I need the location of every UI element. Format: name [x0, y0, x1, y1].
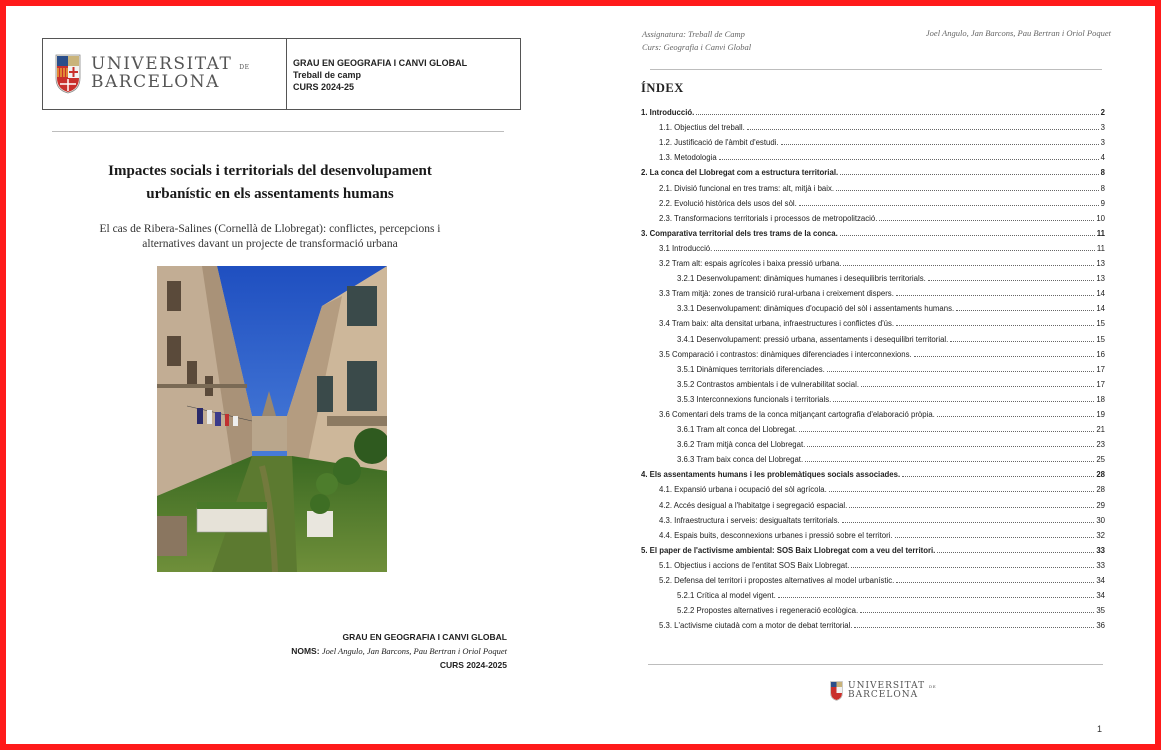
toc-entry[interactable] — [641, 132, 1105, 147]
toc-entry[interactable] — [641, 525, 1105, 540]
running-header-left — [642, 28, 751, 54]
toc-leader-dots — [829, 491, 1095, 492]
toc-leader-dots — [937, 416, 1094, 417]
toc-entry-page: 14 — [1096, 304, 1105, 314]
toc-leader-dots — [896, 325, 1094, 326]
toc-entry-page: 15 — [1096, 334, 1105, 344]
toc-leader-dots — [696, 114, 1098, 115]
course-info — [287, 39, 520, 109]
toc-entry-title: 3.4.1 Desenvolupament: pressió urbana, assentaments i desequilibri territorial. — [677, 334, 949, 344]
toc-entry[interactable] — [641, 464, 1105, 479]
cover-subtitle: El cas de Ribera-Salines (Cornellà de Llobregat): conflictes, percepcions i alternatives davant un projecte de transformació urbana — [99, 223, 441, 250]
toc-entry-title: 1.1. Objectius del treball. — [659, 123, 745, 133]
toc-entry[interactable] — [641, 162, 1105, 177]
toc-entry-page: 2 — [1100, 108, 1105, 118]
toc-entry-title: 5. El paper de l'activisme ambiental: SOS Baix Llobregat com a veu del territori. — [641, 545, 936, 555]
toc-entry[interactable] — [641, 600, 1105, 615]
running-header-authors: Joel Angulo, Jan Barcons, Pau Bertran i Oriol Poquet — [925, 28, 1111, 38]
toc-entry-title: 3.2.1 Desenvolupament: dinàmiques humanes i desequilibris territorials. — [677, 274, 926, 284]
toc-entry-title: 3.1 Introducció. — [659, 243, 713, 253]
cover-footer-year: CURS 2024-2025 — [439, 660, 507, 670]
toc-entry-page: 9 — [1100, 198, 1105, 208]
toc-entry-title: 2.2. Evolució històrica dels usos del sòl. — [659, 198, 797, 208]
toc-entry-title: 3.6 Comentari dels trams de la conca mitjançant cartografia d'elaboració pròpia. — [659, 409, 935, 419]
toc-leader-dots — [799, 431, 1094, 432]
toc-entry-title: 5.2. Defensa del territori i propostes alternatives al model urbanístic. — [659, 576, 895, 585]
toc-entry[interactable] — [641, 404, 1105, 419]
toc-entry[interactable] — [641, 570, 1105, 585]
toc-entry-page: 3 — [1100, 138, 1105, 148]
toc-entry[interactable] — [641, 238, 1105, 253]
toc-entry-title: 3.5.2 Contrastos ambientals i de vulnerabilitat social. — [677, 379, 860, 389]
toc-entry-title: 2.1. Divisió funcional en tres trams: alt, mitjà i baix. — [659, 183, 835, 193]
toc-entry-page: 35 — [1096, 606, 1105, 616]
toc-leader-dots — [860, 612, 1094, 613]
toc-entry[interactable] — [641, 208, 1105, 223]
toc-leader-dots — [827, 371, 1095, 372]
toc-entry-page: 17 — [1096, 364, 1105, 374]
toc-leader-dots — [842, 522, 1095, 523]
toc-entry[interactable] — [641, 102, 1105, 117]
toc-entry[interactable] — [641, 283, 1105, 298]
toc-leader-dots — [843, 265, 1094, 266]
page-number: 1 — [1097, 724, 1103, 734]
course-label: Curs: Geografia i Canvi Global — [642, 42, 752, 52]
toc-entry-title: 4.4. Espais buits, desconnexions urbanes i pressió sobre el territori. — [659, 530, 893, 540]
toc-entry-page: 28 — [1096, 470, 1105, 480]
toc-leader-dots — [937, 552, 1094, 553]
header-divider — [650, 69, 1102, 70]
toc-entry[interactable] — [641, 117, 1105, 132]
footer-shield-icon — [830, 681, 843, 701]
toc-entry-title: 5.2.1 Crítica al model vigent. — [677, 591, 776, 601]
toc-entry[interactable] — [641, 540, 1105, 555]
toc-entry[interactable] — [641, 510, 1105, 525]
names-label: NOMS: — [291, 646, 320, 656]
footer-divider — [648, 664, 1103, 665]
toc-entry-title: 3.6.2 Tram mitjà conca del Llobregat. — [677, 440, 806, 450]
toc-entry-page: 15 — [1096, 319, 1105, 329]
toc-entry-page: 34 — [1096, 591, 1105, 601]
toc-entry-page: 19 — [1096, 409, 1105, 419]
course-year: CURS 2024-25 — [293, 82, 355, 92]
toc-entry[interactable] — [641, 449, 1105, 464]
toc-leader-dots — [781, 144, 1099, 145]
toc-entry[interactable] — [641, 494, 1105, 509]
toc-entry[interactable] — [641, 389, 1105, 404]
toc-entry-page: 29 — [1096, 500, 1105, 510]
toc-entry-title: 3.5.1 Dinàmiques territorials diferenciades. — [677, 364, 825, 374]
footer-wordmark: UNIVERSITAT DE BARCELONA — [848, 680, 937, 700]
toc-leader-dots — [805, 461, 1094, 462]
cover-footer-names — [291, 645, 507, 657]
toc-entry-title: 1.2. Justificació de l'àmbit d'estudi. — [659, 138, 779, 148]
university-wordmark: UNIVERSITAT DE BARCELONA — [91, 54, 250, 92]
toc-entry-title: 5.3. L'activisme ciutadà com a motor de debat territorial. — [659, 621, 853, 631]
toc-leader-dots — [840, 235, 1095, 236]
toc-leader-dots — [719, 159, 1099, 160]
toc-entry[interactable] — [641, 555, 1105, 570]
toc-leader-dots — [896, 582, 1094, 583]
toc-entry-title: 3.3.1 Desenvolupament: dinàmiques d'ocupació del sòl i assentaments humans. — [677, 304, 955, 314]
toc-leader-dots — [896, 295, 1094, 296]
toc-entry[interactable] — [641, 177, 1105, 192]
toc-leader-dots — [836, 190, 1099, 191]
toc-entry-page: 11 — [1096, 243, 1105, 253]
toc-entry-page: 28 — [1096, 485, 1105, 495]
cover-divider — [52, 131, 504, 132]
toc-entry-title: 2. La conca del Llobregat com a estructura territorial. — [641, 168, 839, 178]
toc-leader-dots — [799, 205, 1099, 206]
toc-entry-page: 13 — [1096, 259, 1105, 269]
toc-entry-title: 3. Comparativa territorial dels tres trams de la conca. — [641, 228, 838, 238]
toc-entry[interactable] — [641, 344, 1105, 359]
toc-entry[interactable] — [641, 147, 1105, 162]
toc-entry[interactable] — [641, 223, 1105, 238]
university-shield-icon — [55, 54, 81, 94]
toc-entry-title: 4. Els assentaments humans i les problemàtiques socials associades. — [641, 470, 901, 480]
toc-leader-dots — [747, 129, 1099, 130]
toc-leader-dots — [840, 174, 1099, 175]
toc-entry-title: 3.3 Tram mitjà: zones de transició rural-urbana i creixement dispers. — [659, 289, 894, 299]
toc-leader-dots — [950, 341, 1094, 342]
toc-leader-dots — [861, 386, 1094, 387]
toc-entry-page: 23 — [1096, 440, 1105, 450]
cover-footer-degree: GRAU EN GEOGRAFIA I CANVI GLOBAL — [342, 632, 507, 642]
toc-entry[interactable] — [641, 419, 1105, 434]
toc-entry-page: 10 — [1096, 213, 1105, 223]
toc-entry[interactable] — [641, 374, 1105, 389]
toc-entry-title: 3.5.3 Interconnexions funcionals i territorials. — [677, 394, 832, 404]
toc-entry[interactable] — [641, 313, 1105, 328]
toc-leader-dots — [914, 356, 1095, 357]
toc-leader-dots — [851, 567, 1094, 568]
toc-entry-page: 11 — [1096, 228, 1105, 238]
toc-entry[interactable] — [641, 585, 1105, 600]
toc-entry[interactable] — [641, 298, 1105, 313]
index-title: ÍNDEX — [641, 81, 684, 95]
toc-entry-title: 5.1. Objectius i accions de l'entitat SOS Baix Llobregat. — [659, 560, 850, 570]
authors-names: Joel Angulo, Jan Barcons, Pau Bertran i Oriol Poquet — [321, 646, 507, 656]
toc-entry-page: 16 — [1096, 349, 1105, 359]
toc-leader-dots — [778, 597, 1095, 598]
toc-leader-dots — [895, 537, 1095, 538]
toc-entry-page: 25 — [1096, 455, 1105, 465]
subject-name: Treball de camp — [293, 70, 362, 80]
toc-entry-title: 2.3. Transformacions territorials i processos de metropolització. — [659, 213, 878, 223]
toc-entry-page: 36 — [1096, 621, 1105, 631]
cover-title: Impactes socials i territorials del desenvolupament urbanístic en els assentaments humans — [108, 163, 432, 202]
toc-entry[interactable] — [641, 479, 1105, 494]
toc-entry-title: 1.3. Metodologia — [659, 153, 717, 163]
toc-entry-page: 14 — [1096, 289, 1105, 299]
table-of-contents — [641, 102, 1105, 630]
toc-entry[interactable] — [641, 328, 1105, 343]
toc-entry-page: 33 — [1096, 545, 1105, 555]
toc-entry[interactable] — [641, 615, 1105, 630]
toc-entry[interactable] — [641, 359, 1105, 374]
subject-label: Assignatura: Treball de Camp — [642, 29, 745, 39]
toc-entry-title: 4.2. Accés desigual a l'habitatge i segregació espacial. — [659, 500, 848, 510]
toc-entry-page: 18 — [1096, 394, 1105, 404]
toc-entry-page: 17 — [1096, 379, 1105, 389]
toc-entry[interactable] — [641, 434, 1105, 449]
toc-entry-title: 3.6.3 Tram baix conca del Llobregat. — [677, 455, 804, 465]
toc-entry-title: 3.6.1 Tram alt conca del Llobregat. — [677, 425, 798, 435]
toc-entry-page: 8 — [1100, 168, 1105, 178]
toc-leader-dots — [833, 401, 1094, 402]
cover-header-box — [42, 38, 521, 110]
toc-entry-title: 3.5 Comparació i contrastos: dinàmiques diferenciades i interconnexions. — [659, 349, 912, 359]
degree-name: GRAU EN GEOGRAFIA I CANVI GLOBAL — [293, 58, 468, 68]
toc-entry-page: 3 — [1100, 123, 1105, 133]
toc-entry-page: 34 — [1096, 576, 1105, 585]
toc-entry[interactable] — [641, 253, 1105, 268]
toc-leader-dots — [854, 627, 1094, 628]
toc-entry-title: 1. Introducció. — [641, 108, 695, 118]
toc-entry-page: 32 — [1096, 530, 1105, 540]
toc-leader-dots — [849, 507, 1094, 508]
toc-entry-title: 4.1. Expansió urbana i ocupació del sòl agrícola. — [659, 485, 827, 495]
toc-leader-dots — [902, 476, 1094, 477]
toc-entry-title: 3.4 Tram baix: alta densitat urbana, infraestructures i conflictes d'ús. — [659, 319, 895, 329]
toc-entry-page: 30 — [1096, 515, 1105, 525]
toc-leader-dots — [714, 250, 1095, 251]
toc-leader-dots — [928, 280, 1095, 281]
toc-entry[interactable] — [641, 268, 1105, 283]
toc-entry-title: 5.2.2 Propostes alternatives i regeneració ecològica. — [677, 606, 859, 616]
toc-entry-page: 8 — [1100, 183, 1105, 193]
toc-entry[interactable] — [641, 193, 1105, 208]
university-logo — [43, 39, 287, 109]
cover-photo — [157, 266, 387, 572]
footer-university-logo — [830, 681, 936, 701]
toc-leader-dots — [956, 310, 1094, 311]
toc-entry-title: 4.3. Infraestructura i serveis: desigualtats territorials. — [659, 515, 840, 525]
toc-entry-page: 33 — [1096, 560, 1105, 570]
toc-leader-dots — [807, 446, 1094, 447]
toc-leader-dots — [879, 220, 1094, 221]
toc-entry-page: 21 — [1096, 425, 1105, 435]
toc-entry-page: 13 — [1096, 274, 1105, 284]
toc-entry-page: 4 — [1100, 153, 1105, 163]
toc-entry-title: 3.2 Tram alt: espais agrícoles i baixa pressió urbana. — [659, 259, 842, 269]
